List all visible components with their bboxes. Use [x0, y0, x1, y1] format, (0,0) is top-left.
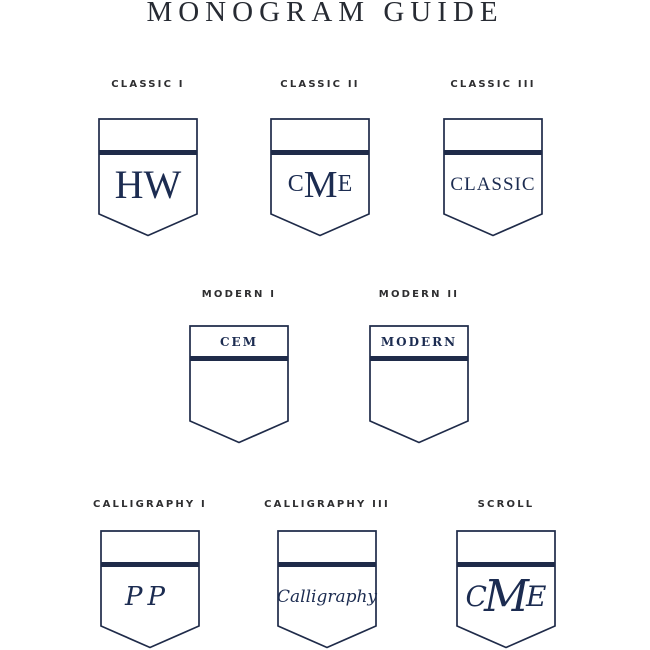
monogram-text: Calligraphy [276, 586, 378, 607]
pennant-card-calligraphy-iii [247, 498, 407, 649]
pennant-card-scroll [426, 498, 586, 649]
pennant-banner [456, 530, 556, 649]
banner-stripe [278, 562, 376, 567]
banner-stripe [99, 150, 197, 155]
monogram-text: PP [125, 581, 170, 612]
banner-stripe [444, 150, 542, 155]
pennant-card-classic-i [68, 78, 228, 237]
pennant-card-calligraphy-i [70, 498, 230, 649]
page-title: MONOGRAM GUIDE [146, 0, 504, 28]
monogram-text: CLASSIC [450, 173, 536, 195]
pennant-banner [100, 530, 200, 649]
pennant-banner [277, 530, 377, 649]
pennant-label: CALLIGRAPHY III [264, 499, 390, 510]
pennant-label: CLASSIC I [111, 79, 185, 90]
pennant-banner [443, 118, 543, 237]
banner-stripe [101, 562, 199, 567]
pennant-banner [189, 325, 289, 444]
pennant-card-classic-iii [413, 78, 573, 237]
pennant-label: MODERN II [378, 289, 460, 300]
monogram-text: CEM [220, 334, 258, 349]
pennant-label: CLASSIC III [450, 79, 536, 90]
banner-stripe [457, 562, 555, 567]
monogram-text [456, 568, 556, 625]
monogram-letter: C [465, 580, 484, 613]
monogram-letter: C [287, 171, 304, 197]
pennant-banner [369, 325, 469, 444]
pennant-banner [98, 118, 198, 237]
pennant-label: SCROLL [477, 499, 535, 510]
pennant-label: CLASSIC II [280, 79, 360, 90]
monogram-text [270, 156, 370, 213]
monogram-letter: E [337, 171, 353, 197]
monogram-text: MODERN [380, 334, 458, 349]
monogram-letter: M [483, 571, 527, 622]
pennant-banner [270, 118, 370, 237]
banner-stripe [190, 356, 288, 361]
pennant-label: CALLIGRAPHY I [93, 499, 207, 510]
monogram-letter: M [303, 163, 338, 206]
pennant-card-modern-i [159, 288, 319, 444]
pennant-card-modern-ii [339, 288, 499, 444]
monogram-letter: E [526, 580, 544, 613]
pennant-label: MODERN I [201, 289, 277, 300]
banner-stripe [271, 150, 369, 155]
monogram-text: HW [114, 162, 182, 207]
pennant-card-classic-ii [240, 78, 400, 237]
banner-stripe [370, 356, 468, 361]
